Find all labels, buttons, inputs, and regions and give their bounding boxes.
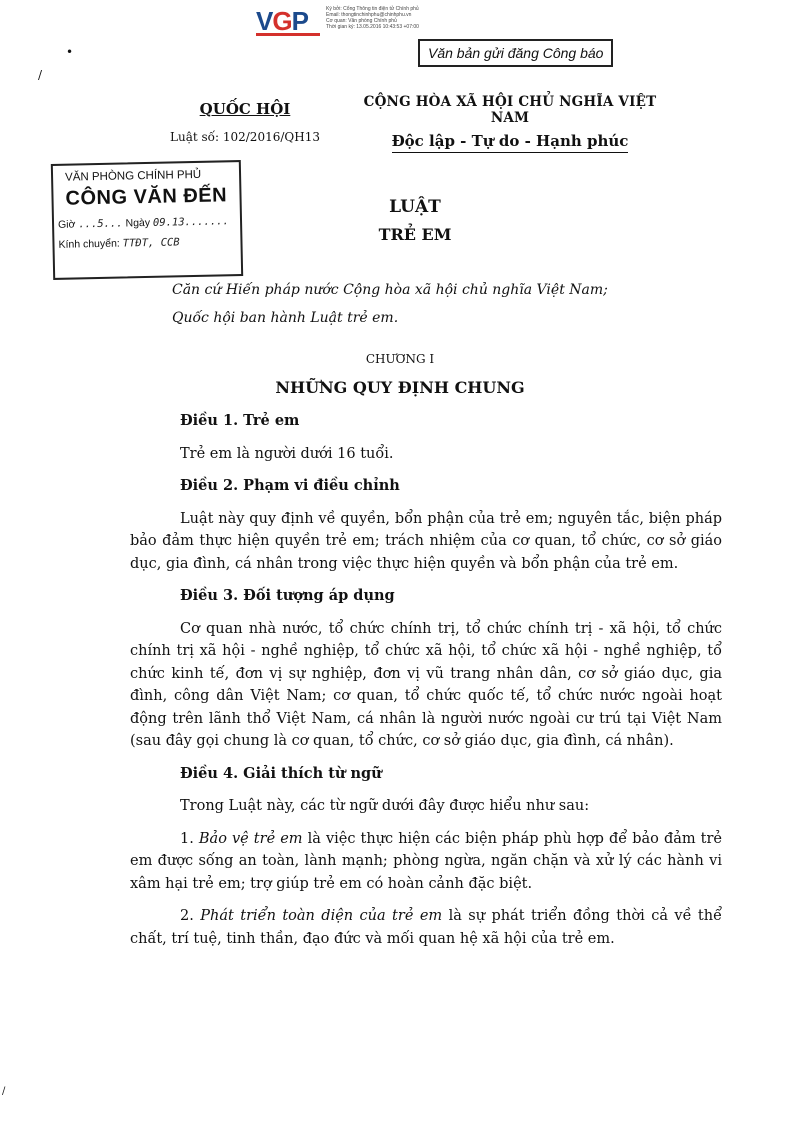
preamble-line: Căn cứ Hiến pháp nước Cộng hòa xã hội chủ nghĩa Việt Nam;: [172, 282, 608, 298]
article-paragraph: Trong Luật này, các từ ngữ dưới đây được hiểu như sau:: [180, 798, 590, 814]
document-type: LUẬT: [389, 197, 441, 217]
article-paragraph: Cơ quan nhà nước, tổ chức chính trị, tổ chức chính trị - xã hội, tổ chức chính trị xã hội - nghề nghiệp, tổ chức xã hội, tổ chức xã hội - nghề nghiệp, tổ chức kinh tế, đơn vị sự nghiệp, đơn vị vũ trang nhân dân, cơ sở giáo dục, gia đình, công dân Việt Nam; cơ quan, tổ chức quốc tế, tổ chức nước ngoài hoạt động trên lãnh thổ Việt Nam, cá nhân là người nước ngoài cư trú tại Việt Nam (sau đây gọi chung là cơ quan, tổ chức, cơ sở giáo dục, gia đình, cá nhân).: [130, 620, 722, 749]
logo-letter-g: G: [272, 6, 292, 36]
scan-mark: /: [38, 68, 43, 82]
article-title: Điều 1. Trẻ em: [180, 412, 300, 429]
stamp-transfer: [58, 235, 240, 251]
meta-line: Thời gian ký: 13.05.2016 10:43:53 +07:00: [326, 24, 419, 30]
item-number: 1.: [180, 830, 194, 847]
scan-mark: •: [66, 45, 74, 59]
issuer-name: QUỐC HỘI: [199, 100, 291, 118]
document-title: [320, 197, 510, 244]
issuer-block: [150, 100, 340, 144]
meta-line: Ký bởi: Cổng Thông tin điện tử Chính phủ: [326, 6, 419, 12]
logo-letter-p: P: [291, 6, 308, 36]
meta-line: Email: thongtinchinhphu@chinhphu.vn: [326, 12, 412, 18]
document-body: [130, 410, 722, 960]
document-subject: TRẺ EM: [378, 225, 452, 244]
incoming-document-stamp: [51, 160, 243, 280]
definition-item: [130, 905, 722, 950]
scan-mark: /: [2, 1086, 6, 1097]
article-title: Điều 4. Giải thích từ ngữ: [180, 764, 382, 782]
law-number: Luật số: 102/2016/QH13: [170, 130, 320, 144]
stamp-time-value: ...5...: [78, 217, 123, 231]
definition-text: là sự phát triển đồng thời cả về thể chất, trí tuệ, tinh thần, đạo đức và mối quan hệ xã hội của trẻ em.: [130, 908, 723, 947]
chapter-name: NHỮNG QUY ĐỊNH CHUNG: [275, 378, 525, 397]
stamp-transfer-value: TTĐT, CCB: [122, 236, 180, 250]
stamp-time-date: [58, 215, 240, 231]
stamp-date-value: 09.13.......: [152, 215, 229, 229]
definition-item: [130, 828, 722, 896]
gazette-stamp: Văn bản gửi đăng Công báo: [418, 39, 613, 67]
preamble-line: Quốc hội ban hành Luật trẻ em.: [172, 310, 399, 326]
stamp-time-label: Giờ: [57, 218, 76, 231]
article-title: Điều 3. Đối tượng áp dụng: [180, 587, 395, 604]
stamp-title: CÔNG VĂN ĐẾN: [65, 184, 228, 210]
article-paragraph: Trẻ em là người dưới 16 tuổi.: [180, 445, 394, 462]
article-paragraph: Luật này quy định về quyền, bổn phận của trẻ em; nguyên tắc, biện pháp bảo đảm thực hiện quyền trẻ em; trách nhiệm của cơ quan, tổ chức, cơ sở giáo dục, gia đình, cá nhân trong việc thực hiện quyền và bổn phận của trẻ em.: [130, 510, 722, 572]
stamp-date-label: Ngày: [125, 216, 151, 230]
vgp-logo: [256, 6, 322, 38]
meta-line: Cơ quan: Văn phòng Chính phủ: [326, 18, 397, 24]
chapter-number: CHƯƠNG I: [365, 352, 435, 366]
article-title: Điều 2. Phạm vi điều chỉnh: [180, 477, 400, 494]
defined-term: Phát triển toàn diện của trẻ em: [200, 908, 443, 924]
definition-text: là việc thực hiện các biện pháp phù hợp để bảo đảm trẻ em được sống an toàn, lành mạnh; phòng ngừa, ngăn chặn và xử lý các hành vi xâm hại trẻ em; trợ giúp trẻ em có hoàn cảnh đặc biệt.: [130, 830, 723, 892]
defined-term: Bảo vệ trẻ em: [198, 830, 303, 847]
item-number: 2.: [180, 908, 194, 924]
logo-letter-v: V: [256, 6, 273, 36]
stamp-transfer-label: Kính chuyển:: [58, 237, 120, 251]
national-motto: Độc lập - Tự do - Hạnh phúc: [392, 132, 629, 153]
chapter-heading: [0, 352, 800, 397]
nation-name: CỘNG HÒA XÃ HỘI CHỦ NGHĨA VIỆT NAM: [363, 94, 657, 126]
national-header: [360, 94, 660, 153]
stamp-office: VĂN PHÒNG CHÍNH PHỦ: [64, 168, 202, 184]
preamble: [172, 276, 772, 332]
digital-signature-meta: [326, 6, 466, 30]
